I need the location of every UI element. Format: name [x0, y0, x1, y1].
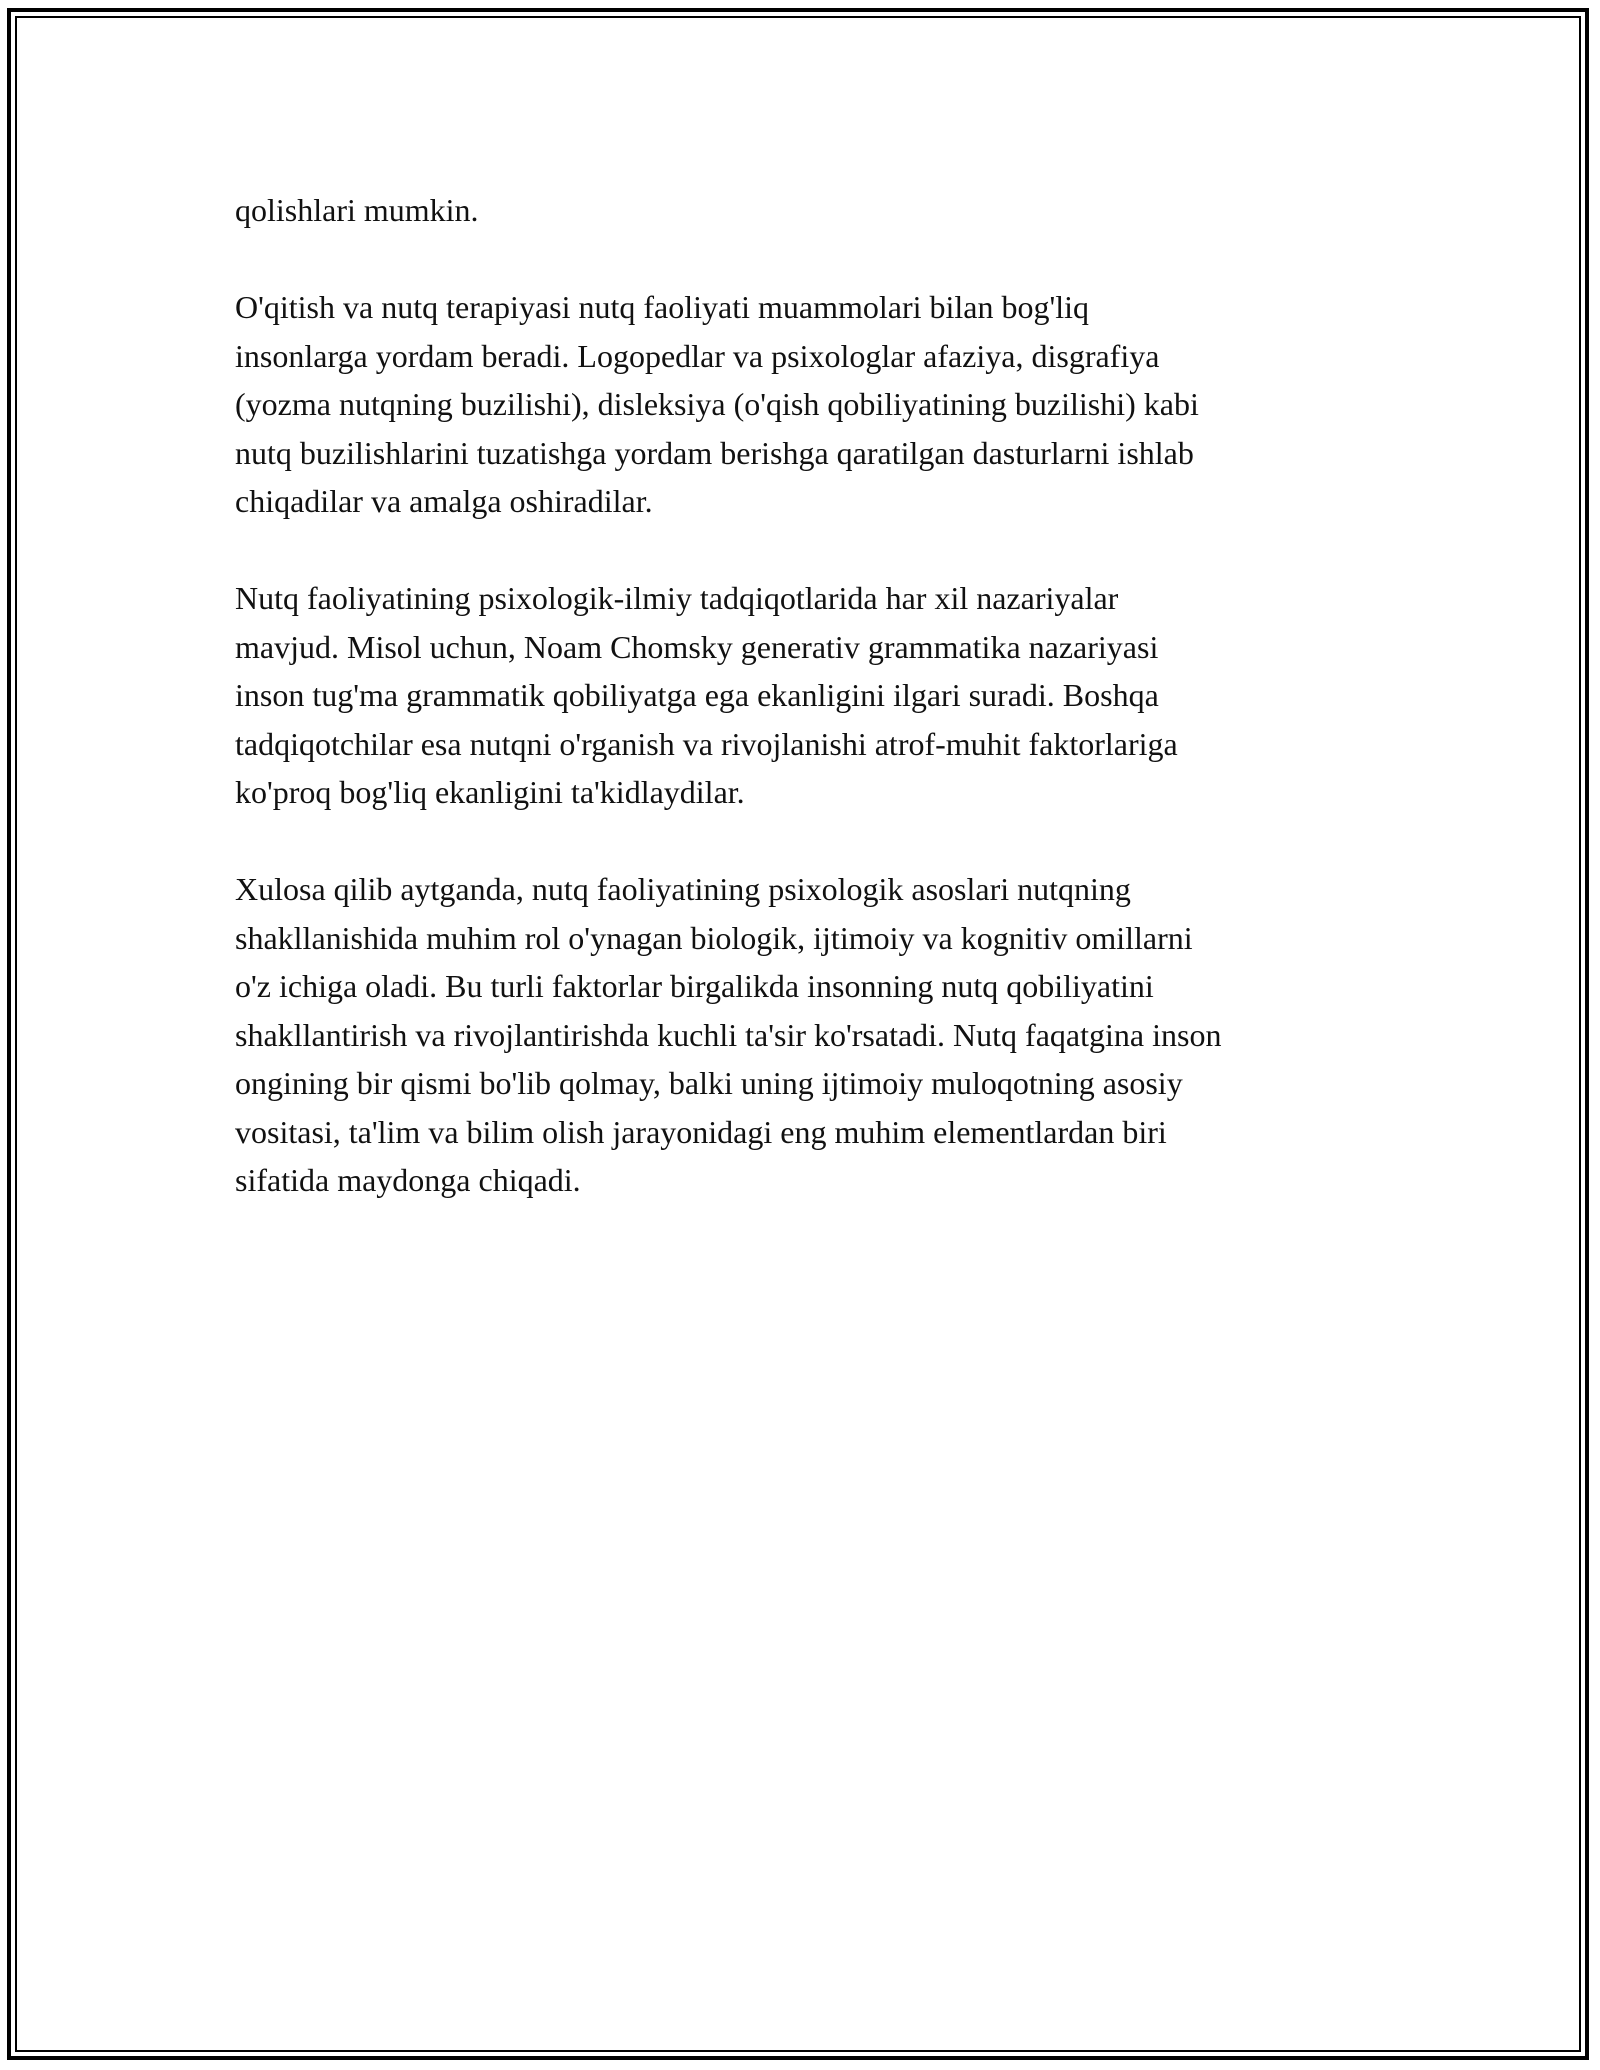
paragraph-speech-therapy: O'qitish va nutq terapiyasi nutq faoliyati muammolari bilan bog'liq insonlarga yordam beradi. Logopedlar va psixologlar afaziya, disgrafiya (yozma nutqning buzilishi), disleksiya (o'qish qobiliyatining buzilishi) kabi nutq buzilishlarini tuzatishga yordam berishga qaratilgan dasturlarni ishlab chiqadilar va amalga oshiradilar. — [235, 289, 1199, 519]
paragraph-continuation: qolishlari mumkin. — [235, 192, 479, 228]
paragraph-conclusion: Xulosa qilib aytganda, nutq faoliyatining psixologik asoslari nutqning shakllanishida muhim rol o'ynagan biologik, ijtimoiy va kognitiv omillarni o'z ichiga oladi. Bu turli faktorlar birgalikda insonning nutq qobiliyatini shakllantirish va rivojlantirishda kuchli ta'sir ko'rsatadi. Nutq faqatgina inson ongining bir qismi bo'lib qolmay, balki uning ijtimoiy muloqotning asosiy vositasi, ta'lim va bilim olish jarayonidagi eng muhim elementlardan biri sifatida maydonga chiqadi. — [235, 871, 1222, 1198]
paragraph-theories: Nutq faoliyatining psixologik-ilmiy tadqiqotlarida har xil nazariyalar mavjud. Misol uchun, Noam Chomsky generativ grammatika nazariyasi inson tug'ma grammatik qobiliyatga ega ekanligini ilgari suradi. Boshqa tadqiqotchilar esa nutqni o'rganish va rivojlanishi atrof-muhit faktorlariga ko'proq bog'liq ekanligini ta'kidlaydilar. — [235, 580, 1178, 810]
document-body — [235, 186, 1375, 1253]
